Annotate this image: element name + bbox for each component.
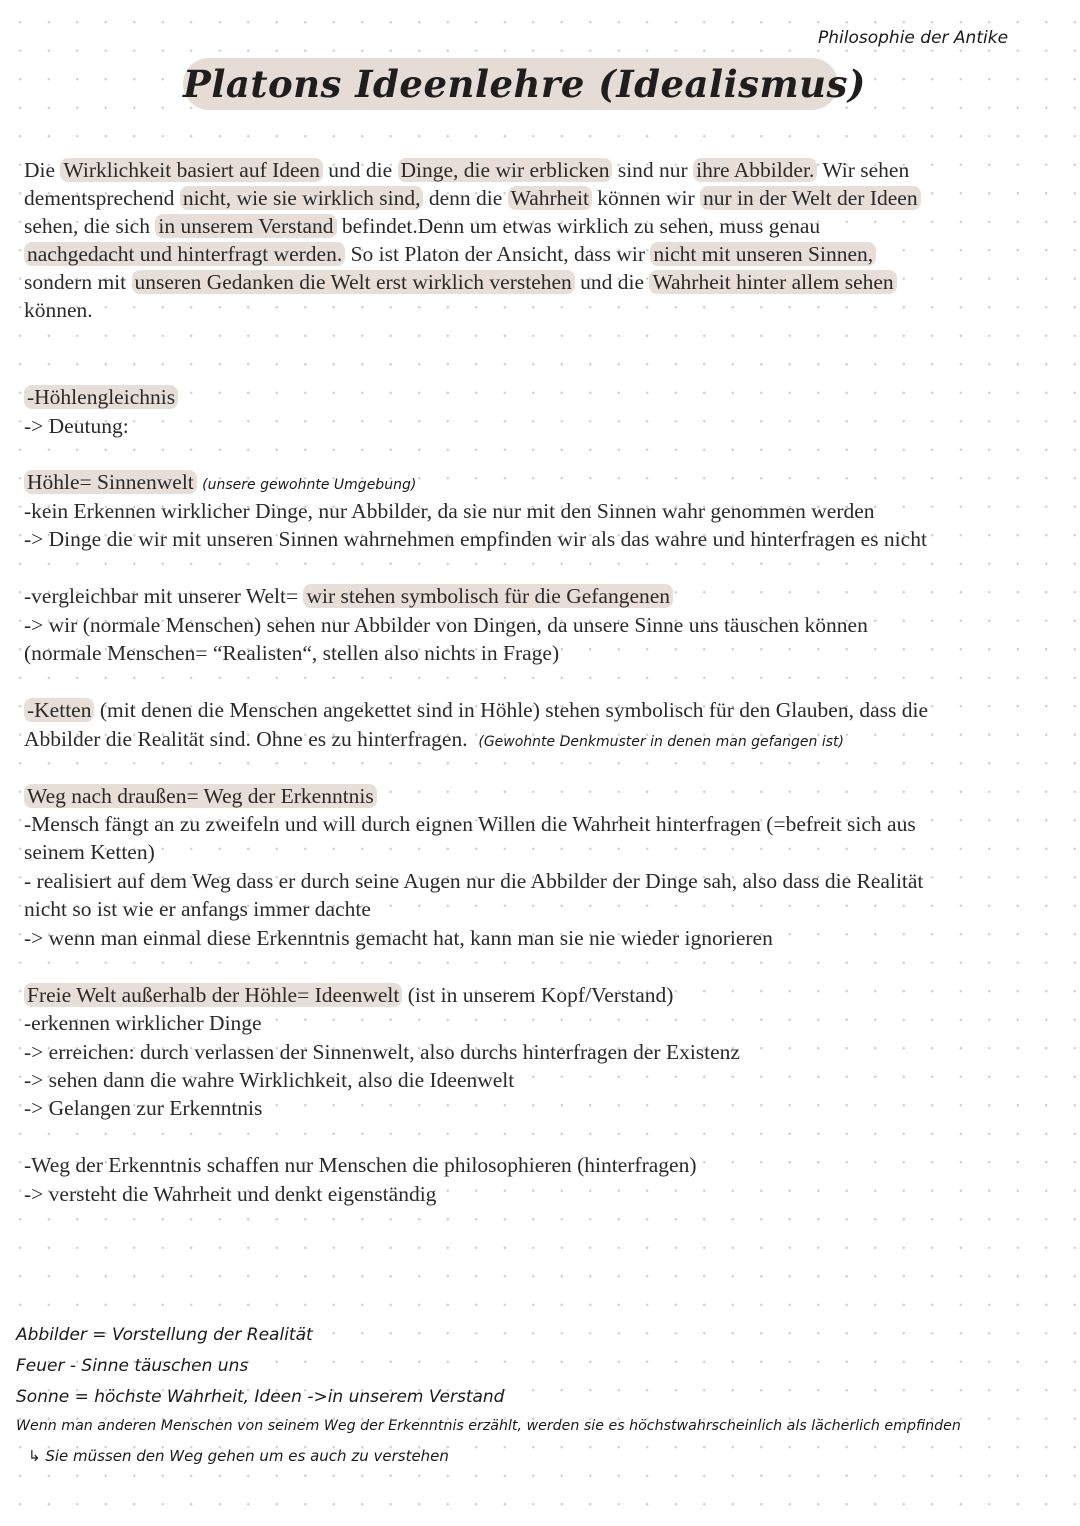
freie-welt-line-3: -> sehen dann die wahre Wirklichkeit, also die Ideenwelt xyxy=(24,1068,515,1092)
sinnenwelt-line-2: -> Dinge die wir mit unseren Sinnen wahrnehmen empfinden wir als das wahre und hinterfragen es nicht xyxy=(24,527,927,551)
weg-line-5: -> wenn man einmal diese Erkenntnis gemacht hat, kann man sie nie wieder ignorieren xyxy=(24,926,773,950)
ketten-line-1: -Ketten (mit denen die Menschen angekettet sind in Höhle) stehen symbolisch für den Glauben, dass die xyxy=(24,696,928,725)
handnote-sonne: Sonne = höchste Wahrheit, Ideen ->in unserem Verstand xyxy=(16,1387,505,1407)
intro-line-1: Die Wirklichkeit basiert auf Ideen und die Dinge, die wir erblicken sind nur ihre Abbilder. Wir sehen xyxy=(24,158,910,182)
vergleich-line-2: -> wir (normale Menschen) sehen nur Abbilder von Dingen, da unsere Sinne uns täuschen können xyxy=(24,613,868,637)
vergleich-line-3: (normale Menschen= “Realisten“, stellen also nichts in Frage) xyxy=(24,641,560,665)
freie-welt-line-1: -erkennen wirklicher Dinge xyxy=(24,1011,262,1035)
handnote-feuer: Feuer - Sinne täuschen uns xyxy=(16,1356,249,1376)
weg-line-1: -Mensch fängt an zu zweifeln und will durch eignen Willen die Wahrheit hinterfragen (=befreit sich aus xyxy=(24,812,916,836)
intro-line-4: nachgedacht und hinterfragt werden. So ist Platon der Ansicht, dass wir nicht mit unseren Sinnen, xyxy=(24,240,876,269)
intro-line-5: sondern mit unseren Gedanken die Welt erst wirklich verstehen und die Wahrheit hinter allem sehen xyxy=(24,268,897,297)
erkenntnis-line-1: -Weg der Erkenntnis schaffen nur Menschen die philosophieren (hinterfragen) xyxy=(24,1153,697,1177)
vergleich-line-1: -vergleichbar mit unserer Welt= wir stehen symbolisch für die Gefangenen xyxy=(24,582,673,611)
subject-label: Philosophie der Antike xyxy=(818,28,1009,48)
weg-line-4: nicht so ist wie er anfangs immer dachte xyxy=(24,897,371,921)
weg-heading: Weg nach draußen= Weg der Erkenntnis xyxy=(24,782,377,811)
freie-welt-line-4: -> Gelangen zur Erkenntnis xyxy=(24,1096,263,1120)
page-title: Platons Ideenlehre (Idealismus) xyxy=(183,62,866,106)
erkenntnis-line-2: -> versteht die Wahrheit und denkt eigenständig xyxy=(24,1182,437,1206)
handnote-abbilder: Abbilder = Vorstellung der Realität xyxy=(16,1325,313,1345)
freie-welt-heading: Freie Welt außerhalb der Höhle= Ideenwelt (ist in unserem Kopf/Verstand) xyxy=(24,981,673,1010)
deutung-label: -> Deutung: xyxy=(24,414,129,438)
sinnenwelt-line-1: -kein Erkennen wirklicher Dinge, nur Abbilder, da sie nur mit den Sinnen wahr genommen werden xyxy=(24,499,875,523)
intro-line-6: können. xyxy=(24,298,93,322)
section-heading-hoehlengleichnis: -Höhlengleichnis xyxy=(24,383,178,412)
ketten-line-2: Abbilder die Realität sind. Ohne es zu hinterfragen. (Gewohnte Denkmuster in denen man gefangen ist) xyxy=(24,727,844,751)
sinnenwelt-heading: Höhle= Sinnenwelt (unsere gewohnte Umgebung) xyxy=(24,468,416,500)
freie-welt-line-2: -> erreichen: durch verlassen der Sinnenwelt, also durchs hinterfragen der Existenz xyxy=(24,1040,740,1064)
intro-line-2: dementsprechend nicht, wie sie wirklich sind, denn die Wahrheit können wir nur in der Welt der Ideen xyxy=(24,184,921,213)
weg-line-3: - realisiert auf dem Weg dass er durch seine Augen nur die Abbilder der Dinge sah, also dass die Realität xyxy=(24,869,924,893)
intro-line-3: sehen, die sich in unserem Verstand befindet.Denn um etwas wirklich zu sehen, muss genau xyxy=(24,214,821,238)
handnote-erzaehlen: Wenn man anderen Menschen von seinem Weg der Erkenntnis erzählt, werden sie es höchstwahrscheinlich als lächerlich empfinden xyxy=(16,1418,961,1434)
handnote-weg-gehen: ↳ Sie müssen den Weg gehen um es auch zu verstehen xyxy=(28,1447,449,1465)
weg-line-2: seinem Ketten) xyxy=(24,840,155,864)
